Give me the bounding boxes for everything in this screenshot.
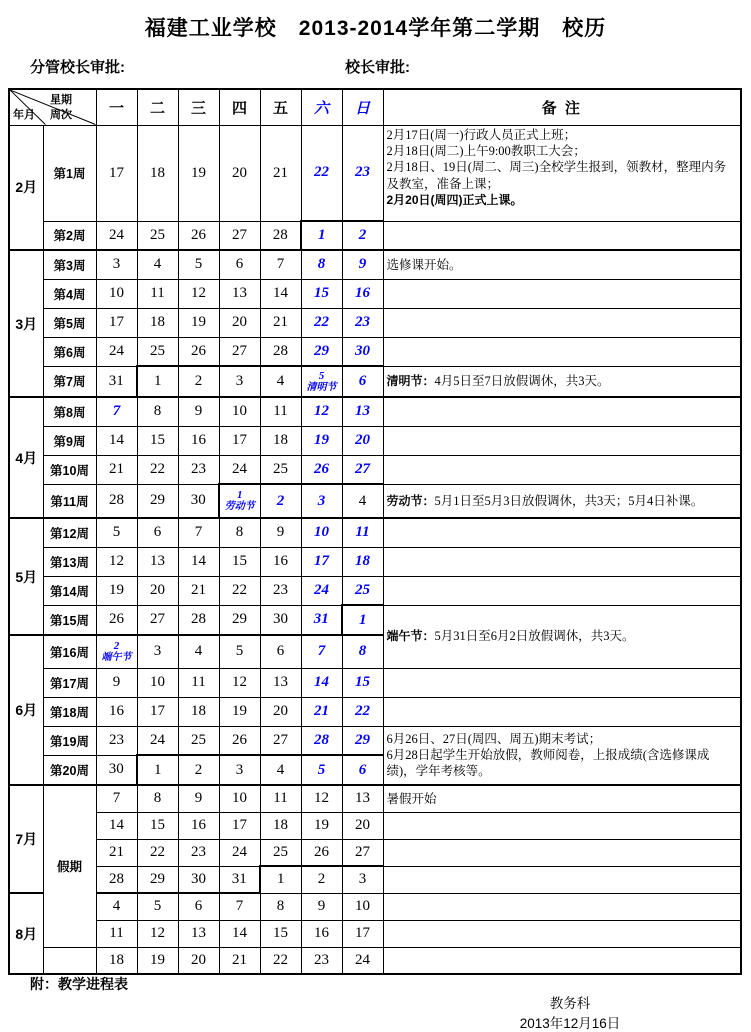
day-cell: 8 <box>301 250 342 279</box>
remark-header: 备 注 <box>383 89 741 125</box>
day-cell: 12 <box>301 397 342 426</box>
day-cell: 29 <box>137 484 178 518</box>
remark-cell <box>383 812 741 839</box>
remark-cell <box>383 250 741 279</box>
remark-line: 暑假开始 <box>386 791 437 806</box>
attachment-note: 附：教学进程表 <box>30 976 128 992</box>
day-cell: 16 <box>178 812 219 839</box>
day-cell: 4 <box>260 755 301 785</box>
day-cell: 4 <box>137 250 178 279</box>
remark-cell <box>383 397 741 426</box>
day-cell: 27 <box>342 839 383 866</box>
page-title: 福建工业学校 2013-2014学年第二学期 校历 <box>144 17 607 40</box>
week-cell: 第14周 <box>43 576 96 605</box>
remark-line: 2月17日(周一)行政人员正式上班； <box>386 127 577 142</box>
day-cell: 19 <box>219 697 260 726</box>
day-number: 2 <box>113 639 120 652</box>
document-date: 2013年12月16日 <box>519 1016 621 1031</box>
day-cell: 22 <box>137 839 178 866</box>
day-cell: 26 <box>178 337 219 366</box>
day-cell: 18 <box>342 547 383 576</box>
corner-month-label: 年月 <box>13 109 35 121</box>
day-cell: 25 <box>342 576 383 605</box>
remark-cell <box>383 866 741 893</box>
day-cell: 24 <box>219 455 260 484</box>
day-cell: 8 <box>342 635 383 668</box>
remark-line: 2月18日、19日(周二、周三)全校学生报到，领教材，整理内务及教室，准备上课； <box>386 160 727 191</box>
day-cell: 6 <box>178 893 219 920</box>
day-cell: 22 <box>137 455 178 484</box>
day-cell: 9 <box>342 250 383 279</box>
day-cell: 9 <box>178 397 219 426</box>
remark-cell <box>383 947 741 974</box>
week-cell: 第5周 <box>43 308 96 337</box>
day-cell: 16 <box>260 547 301 576</box>
day-cell: 3 <box>301 484 342 518</box>
day-cell: 21 <box>219 947 260 974</box>
day-cell: 24 <box>96 337 137 366</box>
day-cell: 23 <box>96 726 137 755</box>
day-cell: 17 <box>137 697 178 726</box>
day-cell: 11 <box>342 518 383 547</box>
day-cell: 14 <box>178 547 219 576</box>
week-cell: 第13周 <box>43 547 96 576</box>
day-header: 四 <box>219 89 260 125</box>
month-cell: 5月 <box>9 518 43 635</box>
day-cell: 25 <box>137 221 178 250</box>
week-cell: 第7周 <box>43 366 96 397</box>
day-cell: 11 <box>178 668 219 697</box>
day-cell: 17 <box>219 812 260 839</box>
day-cell: 12 <box>219 668 260 697</box>
week-cell: 第12周 <box>43 518 96 547</box>
remark-cell <box>383 279 741 308</box>
day-cell: 10 <box>219 785 260 812</box>
remark-line: 清明节：4月5日至7日放假调休，共3天。 <box>386 374 610 389</box>
day-header: 日 <box>342 89 383 125</box>
week-cell: 第19周 <box>43 726 96 755</box>
day-cell: 4 <box>342 484 383 518</box>
day-cell: 15 <box>342 668 383 697</box>
holiday-label: 端午节 <box>101 651 132 663</box>
day-cell: 2 <box>178 755 219 785</box>
remark-cell <box>383 668 741 697</box>
day-cell: 28 <box>301 726 342 755</box>
day-cell: 30 <box>178 484 219 518</box>
day-cell: 14 <box>219 920 260 947</box>
day-cell: 15 <box>137 812 178 839</box>
day-cell: 11 <box>137 279 178 308</box>
day-cell: 19 <box>301 812 342 839</box>
day-cell: 5 <box>301 755 342 785</box>
week-cell: 第20周 <box>43 755 96 785</box>
day-cell: 23 <box>342 308 383 337</box>
day-cell: 20 <box>219 308 260 337</box>
day-cell <box>219 484 260 518</box>
day-cell: 16 <box>301 920 342 947</box>
day-cell: 19 <box>137 947 178 974</box>
day-cell: 7 <box>96 785 137 812</box>
week-cell: 第8周 <box>43 397 96 426</box>
remark-line: 2月18日(周二)上午9:00教职工大会； <box>386 143 586 158</box>
day-cell: 28 <box>96 866 137 893</box>
day-cell: 6 <box>260 635 301 668</box>
holiday-label: 劳动节 <box>224 501 255 512</box>
remark-line: 2月20日(周四)正式上课。 <box>386 193 523 208</box>
remark-cell <box>383 125 741 221</box>
day-cell: 16 <box>178 426 219 455</box>
day-cell: 8 <box>137 397 178 426</box>
day-cell: 10 <box>301 518 342 547</box>
day-cell: 4 <box>96 893 137 920</box>
day-cell: 28 <box>96 484 137 518</box>
day-cell: 21 <box>96 455 137 484</box>
day-cell: 29 <box>301 337 342 366</box>
day-cell: 13 <box>342 785 383 812</box>
day-header: 三 <box>178 89 219 125</box>
day-cell: 23 <box>178 839 219 866</box>
day-cell: 30 <box>178 866 219 893</box>
day-cell: 17 <box>219 426 260 455</box>
remark-cell <box>383 308 741 337</box>
day-cell: 30 <box>260 605 301 635</box>
day-cell: 26 <box>219 726 260 755</box>
day-cell: 13 <box>342 397 383 426</box>
day-cell: 2 <box>260 484 301 518</box>
day-cell: 9 <box>260 518 301 547</box>
day-cell: 15 <box>301 279 342 308</box>
week-cell: 第15周 <box>43 605 96 635</box>
day-cell: 18 <box>96 947 137 974</box>
remark-line: 6月28日起学生开始放假，教师阅卷，上报成绩(含选修课成绩)，学年考核等。 <box>386 748 710 779</box>
day-cell: 23 <box>301 947 342 974</box>
day-cell: 31 <box>301 605 342 635</box>
remark-cell <box>383 484 741 518</box>
day-cell: 4 <box>178 635 219 668</box>
day-cell: 7 <box>260 250 301 279</box>
day-cell: 21 <box>96 839 137 866</box>
day-cell: 7 <box>178 518 219 547</box>
day-cell: 24 <box>137 726 178 755</box>
day-cell: 17 <box>342 920 383 947</box>
day-cell: 5 <box>178 250 219 279</box>
remark-cell <box>383 785 741 812</box>
table-corner-header <box>9 89 96 125</box>
remark-line: 6月26日、27日(周四、周五)期末考试； <box>386 731 602 746</box>
day-cell: 15 <box>219 547 260 576</box>
day-cell: 1 <box>137 755 178 785</box>
day-cell: 17 <box>301 547 342 576</box>
week-cell: 第10周 <box>43 455 96 484</box>
remark-cell <box>383 518 741 547</box>
day-cell: 11 <box>260 397 301 426</box>
day-cell: 12 <box>96 547 137 576</box>
day-cell: 17 <box>96 308 137 337</box>
day-cell: 11 <box>96 920 137 947</box>
day-cell: 18 <box>178 697 219 726</box>
day-cell: 23 <box>260 576 301 605</box>
remark-cell <box>383 893 741 920</box>
day-cell: 24 <box>96 221 137 250</box>
day-cell: 3 <box>219 755 260 785</box>
day-cell: 15 <box>137 426 178 455</box>
day-cell: 28 <box>260 221 301 250</box>
day-cell: 3 <box>342 866 383 893</box>
remark-cell <box>383 547 741 576</box>
remark-line: 选修课开始。 <box>386 257 462 272</box>
day-cell: 7 <box>301 635 342 668</box>
day-cell: 24 <box>342 947 383 974</box>
day-cell: 28 <box>178 605 219 635</box>
day-cell: 18 <box>260 426 301 455</box>
day-cell: 20 <box>260 697 301 726</box>
day-cell: 18 <box>137 125 178 221</box>
day-cell: 23 <box>342 125 383 221</box>
day-cell: 19 <box>96 576 137 605</box>
day-cell: 27 <box>137 605 178 635</box>
day-cell: 22 <box>260 947 301 974</box>
day-cell: 5 <box>96 518 137 547</box>
week-cell: 第9周 <box>43 426 96 455</box>
day-cell: 10 <box>219 397 260 426</box>
remark-cell <box>383 697 741 726</box>
week-cell: 第3周 <box>43 250 96 279</box>
day-cell: 13 <box>219 279 260 308</box>
day-cell: 31 <box>219 866 260 893</box>
week-cell: 第11周 <box>43 484 96 518</box>
day-cell: 14 <box>301 668 342 697</box>
day-cell: 6 <box>219 250 260 279</box>
day-cell: 7 <box>219 893 260 920</box>
corner-weeknum-label: 周次 <box>50 109 72 121</box>
day-cell: 12 <box>301 785 342 812</box>
remark-line: 劳动节：5月1日至5月3日放假调休，共3天；5月4日补课。 <box>386 493 704 508</box>
day-cell: 2 <box>178 366 219 397</box>
day-cell: 30 <box>96 755 137 785</box>
day-cell: 14 <box>96 812 137 839</box>
day-cell: 1 <box>260 866 301 893</box>
day-cell: 21 <box>260 308 301 337</box>
day-cell: 9 <box>301 893 342 920</box>
day-cell: 1 <box>342 605 383 635</box>
remark-cell <box>383 576 741 605</box>
day-cell: 8 <box>260 893 301 920</box>
day-cell: 29 <box>219 605 260 635</box>
day-header: 六 <box>301 89 342 125</box>
week-cell: 第17周 <box>43 668 96 697</box>
holiday-label: 清明节 <box>306 381 337 393</box>
day-cell: 3 <box>96 250 137 279</box>
month-cell: 8月 <box>9 893 43 974</box>
day-cell: 26 <box>301 839 342 866</box>
day-cell: 21 <box>178 576 219 605</box>
day-cell: 27 <box>219 337 260 366</box>
day-header: 二 <box>137 89 178 125</box>
day-cell: 22 <box>342 697 383 726</box>
day-header: 五 <box>260 89 301 125</box>
day-cell: 3 <box>137 635 178 668</box>
day-number: 5 <box>318 369 325 382</box>
day-cell: 26 <box>301 455 342 484</box>
day-cell: 20 <box>219 125 260 221</box>
remark-cell <box>383 455 741 484</box>
day-cell: 29 <box>342 726 383 755</box>
day-cell: 2 <box>301 866 342 893</box>
day-cell: 6 <box>342 366 383 397</box>
remark-cell <box>383 366 741 397</box>
week-cell: 第6周 <box>43 337 96 366</box>
day-cell: 10 <box>137 668 178 697</box>
day-cell: 18 <box>260 812 301 839</box>
day-cell: 12 <box>178 279 219 308</box>
month-cell: 2月 <box>9 125 43 250</box>
day-cell: 31 <box>96 366 137 397</box>
month-cell: 7月 <box>9 785 43 893</box>
day-cell: 16 <box>96 697 137 726</box>
day-cell: 8 <box>137 785 178 812</box>
vice-principal-approval-label: 分管校长审批: <box>30 59 125 76</box>
day-cell: 1 <box>301 221 342 250</box>
day-cell: 12 <box>137 920 178 947</box>
remark-cell <box>383 920 741 947</box>
day-cell: 10 <box>342 893 383 920</box>
day-cell: 20 <box>178 947 219 974</box>
day-cell: 14 <box>96 426 137 455</box>
day-cell: 1 <box>137 366 178 397</box>
day-cell: 9 <box>178 785 219 812</box>
remark-line: 端午节：5月31日至6月2日放假调休，共3天。 <box>386 629 635 644</box>
day-cell: 23 <box>178 455 219 484</box>
day-cell: 14 <box>260 279 301 308</box>
principal-approval-label: 校长审批: <box>345 59 410 76</box>
day-cell: 2 <box>342 221 383 250</box>
day-cell: 22 <box>301 308 342 337</box>
day-cell: 25 <box>260 839 301 866</box>
remark-cell <box>383 605 741 668</box>
day-cell: 22 <box>301 125 342 221</box>
day-cell: 27 <box>260 726 301 755</box>
calendar-table <box>8 88 742 975</box>
day-cell: 18 <box>137 308 178 337</box>
day-cell: 26 <box>178 221 219 250</box>
remark-cell <box>383 726 741 785</box>
day-cell: 5 <box>137 893 178 920</box>
day-cell: 16 <box>342 279 383 308</box>
remark-cell <box>383 426 741 455</box>
remark-cell <box>383 337 741 366</box>
day-cell: 28 <box>260 337 301 366</box>
day-cell: 20 <box>342 426 383 455</box>
day-cell: 25 <box>260 455 301 484</box>
day-cell: 13 <box>137 547 178 576</box>
day-cell: 3 <box>219 366 260 397</box>
issuing-department: 教务科 <box>549 996 591 1011</box>
remark-cell <box>383 839 741 866</box>
week-cell: 第1周 <box>43 125 96 221</box>
month-cell: 4月 <box>9 397 43 518</box>
remark-cell <box>383 221 741 250</box>
day-cell: 27 <box>342 455 383 484</box>
day-cell: 6 <box>342 755 383 785</box>
week-cell: 第2周 <box>43 221 96 250</box>
day-cell: 17 <box>96 125 137 221</box>
day-cell: 26 <box>96 605 137 635</box>
day-cell: 20 <box>342 812 383 839</box>
day-header: 一 <box>96 89 137 125</box>
day-cell: 25 <box>178 726 219 755</box>
day-cell <box>96 635 137 668</box>
day-cell: 19 <box>178 308 219 337</box>
day-cell: 24 <box>219 839 260 866</box>
day-cell: 10 <box>96 279 137 308</box>
day-cell: 8 <box>219 518 260 547</box>
day-cell: 27 <box>219 221 260 250</box>
month-cell: 3月 <box>9 250 43 397</box>
day-cell: 19 <box>178 125 219 221</box>
day-cell: 13 <box>178 920 219 947</box>
week-cell: 第4周 <box>43 279 96 308</box>
day-cell: 24 <box>301 576 342 605</box>
day-cell: 29 <box>137 866 178 893</box>
day-cell: 25 <box>137 337 178 366</box>
day-cell: 11 <box>260 785 301 812</box>
day-cell: 19 <box>301 426 342 455</box>
day-cell: 22 <box>219 576 260 605</box>
day-cell: 21 <box>260 125 301 221</box>
day-cell: 9 <box>96 668 137 697</box>
day-cell: 30 <box>342 337 383 366</box>
day-number: 1 <box>237 489 243 501</box>
month-cell: 6月 <box>9 635 43 785</box>
day-cell: 21 <box>301 697 342 726</box>
day-cell: 5 <box>219 635 260 668</box>
day-cell: 7 <box>96 397 137 426</box>
corner-weekday-label: 星期 <box>50 94 72 106</box>
day-cell: 20 <box>137 576 178 605</box>
week-cell <box>43 947 96 974</box>
day-cell <box>301 366 342 397</box>
day-cell: 15 <box>260 920 301 947</box>
week-cell: 假期 <box>43 785 96 947</box>
day-cell: 13 <box>260 668 301 697</box>
week-cell: 第16周 <box>43 635 96 668</box>
day-cell: 6 <box>137 518 178 547</box>
week-cell: 第18周 <box>43 697 96 726</box>
day-cell: 4 <box>260 366 301 397</box>
